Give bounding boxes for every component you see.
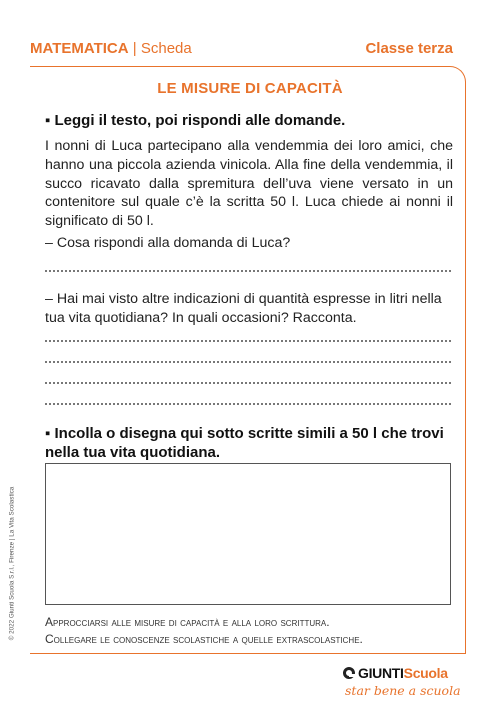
instruction-paste: ▪ Incolla o disegna qui sotto scritte simili a 50 l che trovi nella tua vita quotidiana. [45,425,444,461]
giunti-g-icon [343,667,355,679]
header-subject-line [30,40,192,57]
instruction-read: ▪ Leggi il testo, poi rispondi alle domande. [45,112,346,129]
copyright-notice: © 2022 Giunti Scuola S.r.l., Firenze | La Vita Scolastica [8,486,16,641]
publisher-logo [343,664,463,704]
drawing-box[interactable] [45,463,451,605]
worksheet-title: LE MISURE DI CAPACITÀ [157,80,343,97]
subject-label: MATEMATICA [30,40,129,57]
answer-line[interactable] [45,403,451,405]
logo-slogan: star bene a scuola [345,683,461,698]
answer-line[interactable] [45,382,451,384]
header-separator: | [132,40,137,57]
grade-label: Classe terza [365,40,453,57]
answer-line[interactable] [45,270,451,272]
story-paragraph: I nonni di Luca partecipano alla vendemmia dei loro amici, che hanno una piccola azienda vinicola. Alla fine della vendemmia, il succo ricavato dalla spremitura dell’uva viene versato in un contenitore sul quale c’è la scritta 50 l. Luca chiede ai nonni il significato di 50 l. [45,138,453,230]
answer-line[interactable] [45,361,451,363]
learning-objectives [45,614,363,648]
answer-line[interactable] [45,340,451,342]
question-daily-life: – Hai mai visto altre indicazioni di quantità espresse in litri nella tua vita quotidiana? In quali occasioni? Racconta. [45,291,442,326]
question-luca: – Cosa rispondi alla domanda di Luca? [45,235,291,251]
logo-wordmark [358,665,448,681]
objective-item: Approcciarsi alle misure di capacità e alla loro scrittura. [45,615,330,629]
logo-brand-suffix: Scuola [403,665,448,681]
objective-item: Collegare le conoscenze scolastiche a quelle extrascolastiche. [45,632,363,646]
logo-brand: GIUNTI [358,665,404,681]
page-header [30,40,453,60]
sheet-type-label: Scheda [140,40,192,57]
